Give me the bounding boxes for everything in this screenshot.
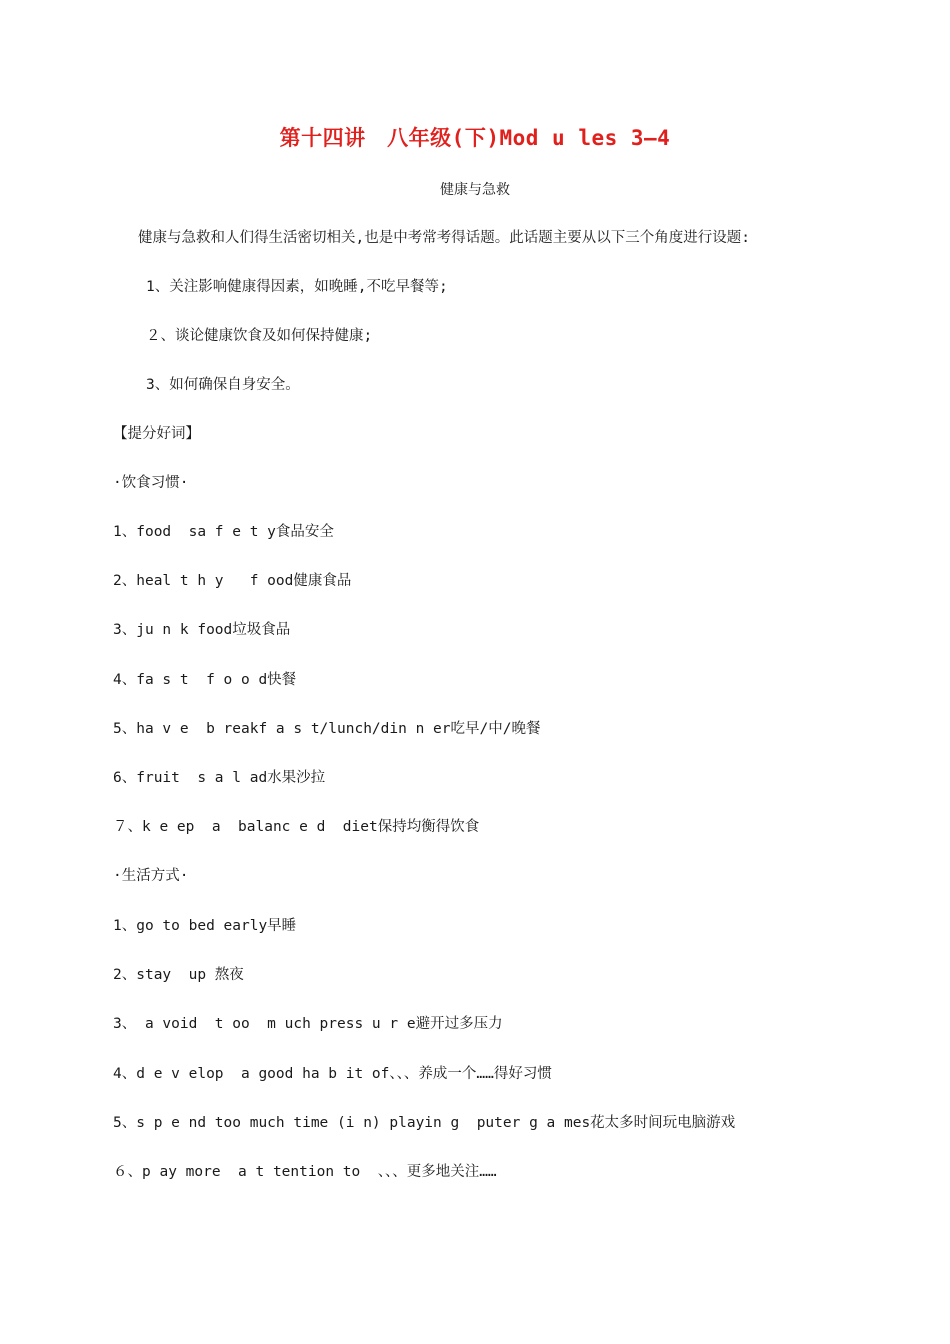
vocab-item: 1、go to bed early早睡 [113,918,297,934]
section-heading: 【提分好词】 [113,426,200,442]
vocab-item: 2、heal t h y f ood健康食品 [113,573,352,589]
topic-item: 3、如何确保自身安全。 [146,377,300,393]
vocab-item: 4、fa s t f o o d快餐 [113,672,297,688]
page-subtitle: 健康与急救 [440,182,510,198]
vocab-item: 5、s p e nd too much time (i n) playin g puter g a mes花太多时间玩电脑游戏 [113,1115,736,1131]
vocab-item: 3、ju n k food垃圾食品 [113,622,291,638]
vocab-item: 2、stay up 熬夜 [113,967,244,983]
vocab-item: 3、 a void t oo m uch press u r e避开过多压力 [113,1016,503,1032]
vocab-item: ６、p ay more a t tention to 、、、更多地关注…… [113,1164,497,1180]
vocab-item: 5、ha v e b reakf a s t/lunch/din n er吃早/中/晚餐 [113,721,541,737]
group-heading-lifestyle: ·生活方式· [113,868,189,884]
intro-paragraph: 健康与急救和人们得生活密切相关,也是中考常考得话题。此话题主要从以下三个角度进行设题: [138,230,750,246]
group-heading-diet: ·饮食习惯· [113,475,189,491]
topic-item: ２、谈论健康饮食及如何保持健康; [146,328,373,344]
vocab-item: 4、d e v elop a good ha b it of、、、养成一个……得好习惯 [113,1066,552,1082]
page-title: 第十四讲 八年级(下)Mod u les 3—4 [279,126,671,150]
vocab-item: 1、food sa f e t y食品安全 [113,524,334,540]
vocab-item: ７、k e ep a balanc e d diet保持均衡得饮食 [113,819,480,835]
topic-item: 1、关注影响健康得因素，如晚睡,不吃早餐等; [146,279,448,295]
vocab-item: 6、fruit s a l ad水果沙拉 [113,770,326,786]
